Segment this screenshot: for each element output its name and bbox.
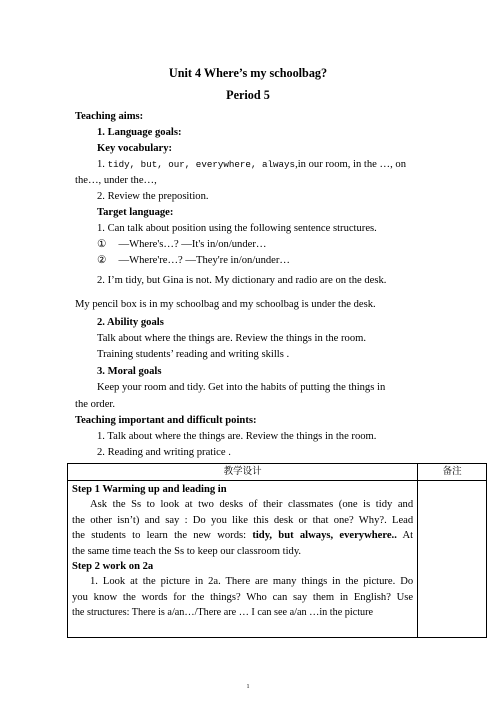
teaching-aims-heading: Teaching aims: — [75, 111, 144, 122]
vocab-continuation: the…, under the…, — [75, 175, 157, 186]
lesson-design-table — [67, 463, 487, 638]
language-goals-heading: 1. Language goals: — [97, 127, 182, 138]
step1-line-3c: At — [396, 530, 414, 542]
notes-header: 备注 — [418, 464, 487, 481]
important-point-1: 1. Talk about where the things are. Review the things in the room. — [97, 431, 377, 442]
target-language-2: 2. I’m tidy, but Gina is not. My dictionary and radio are on the desk. — [97, 275, 387, 286]
moral-goal-2: the order. — [75, 399, 116, 410]
review-preposition: 2. Review the preposition. — [97, 191, 209, 202]
page-number: 1 — [246, 684, 250, 690]
key-vocabulary-heading: Key vocabulary: — [97, 143, 173, 154]
step2-line-3: the structures: There is a/an…/There are … I can see a/an …in the picture — [72, 607, 374, 619]
unit-title: Unit 4 Where’s my schoolbag? — [168, 66, 328, 80]
ability-goal-1: Talk about where the things are. Review the things in the room. — [97, 333, 367, 344]
vocab-rest: ,in our room, in the …, on — [295, 159, 406, 170]
vocab-number: 1. — [97, 159, 108, 170]
period-title: Period 5 — [226, 88, 270, 102]
structure-1-text: —Where's…? —It's in/on/under… — [118, 239, 267, 250]
target-language-heading: Target language: — [97, 207, 174, 218]
vocab-words: tidy, but, our, everywhere, always — [107, 159, 296, 170]
notes-cell — [418, 481, 487, 638]
important-point-2: 2. Reading and writing pratice . — [97, 447, 231, 458]
target-language-2-cont: My pencil box is in my schoolbag and my schoolbag is under the desk. — [75, 299, 376, 310]
design-header: 教学设计 — [68, 464, 418, 481]
ability-goal-2: Training students’ reading and writing skills . — [97, 349, 290, 360]
moral-goals-heading: 3. Moral goals — [97, 366, 162, 377]
step1-new-words: tidy, but always, everywhere.. — [252, 530, 397, 542]
table-row — [68, 481, 487, 638]
structure-2-text: —Where're…? —They're in/on/under… — [118, 255, 290, 266]
structure-1 — [97, 238, 266, 251]
step1-line-4: the same time teach the Ss to keep our classroom tidy. — [72, 545, 302, 557]
step1-line-3a: the students to learn the new words: — [72, 530, 253, 542]
structure-2 — [97, 254, 290, 267]
important-points-heading: Teaching important and difficult points: — [75, 415, 257, 426]
step2-line-1: 1. Look at the picture in 2a. There are many things in the picture. Do — [90, 576, 414, 588]
step2-title: Step 2 work on 2a — [72, 561, 154, 573]
circled-one: ① — [97, 239, 107, 250]
circled-two: ② — [97, 255, 107, 266]
ability-goals-heading: 2. Ability goals — [97, 317, 164, 328]
step1-line-1: Ask the Ss to look at two desks of their classmates (one is tidy and — [90, 499, 414, 511]
moral-goal-1: Keep your room and tidy. Get into the habits of putting the things in — [97, 382, 386, 393]
table-header-row — [68, 464, 487, 481]
target-language-1: 1. Can talk about position using the following sentence structures. — [97, 223, 377, 234]
design-cell — [68, 481, 418, 638]
step1-line-3 — [72, 528, 413, 543]
step1-line-2: the other isn’t) and say : Do you like this desk or that one? Why?. Lead — [72, 514, 414, 526]
step1-title: Step 1 Warming up and leading in — [72, 484, 227, 495]
vocab-line — [97, 158, 406, 171]
step2-line-2: you know the words for the things? Who can say them in English? Use — [72, 591, 414, 603]
